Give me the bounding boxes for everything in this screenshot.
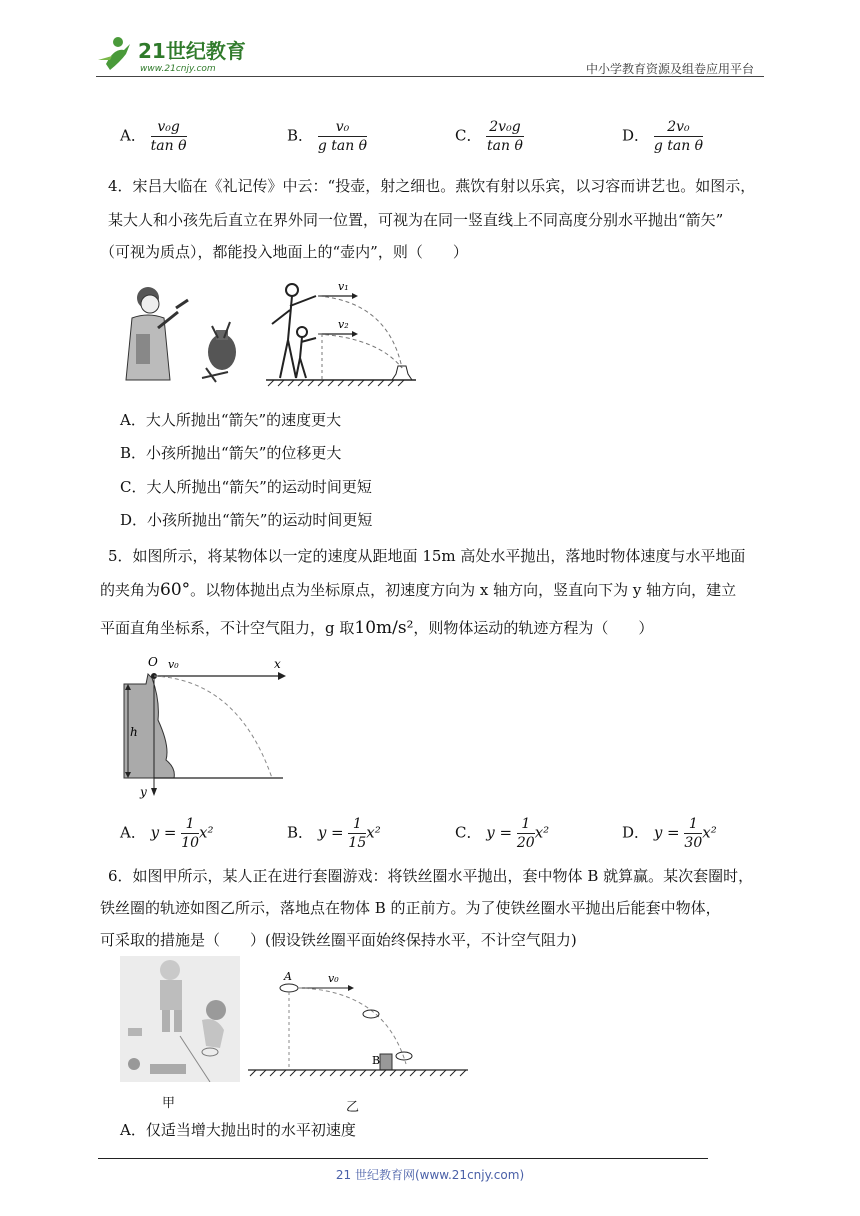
y-axis-label: y: [140, 785, 147, 799]
q4-option-d: D．小孩所抛出“箭矢”的运动时间更短: [120, 511, 373, 529]
footer-divider: [98, 1158, 708, 1159]
object-b-icon: [380, 1054, 392, 1070]
g-value: 10m/s²: [354, 618, 414, 638]
object-b-label: B: [372, 1054, 381, 1067]
header-platform-text: 中小学教育资源及组卷应用平台: [585, 62, 754, 76]
q5-line-1: 5．如图所示，将某物体以一定的速度从距地面 15m 高处水平抛出，落地时物体速度与水平地面: [108, 547, 746, 565]
q3-option-d: D． $\frac{\text{2v₀}}{\text{g tan θ}}$: [622, 119, 704, 154]
q5-line-2: 的夹角为60°。以物体抛出点为坐标原点，初速度方向为 x 轴方向，竖直向下为 y 轴方向，建立: [100, 580, 737, 600]
q6-line-2: 铁丝圈的轨迹如图乙所示，落地点在物体 B 的正前方。为了使铁丝圈水平抛出后能套中物体，: [100, 899, 721, 917]
q6-line-3: 可采取的措施是（ ）(假设铁丝圈平面始终保持水平，不计空气阻力): [100, 931, 577, 949]
q3-option-b: B． $\frac{\text{v₀}}{\text{g tan θ}}$: [287, 119, 368, 154]
q4-figure: [118, 282, 418, 392]
q4-line-2: 某大人和小孩先后直立在界外同一位置，可视为在同一竖直线上不同高度分别水平抛出“箭矢”: [108, 211, 724, 229]
woman-figure-icon: [126, 287, 188, 380]
q5-option-a: A． y = $\frac{1}{10}$ x²: [120, 816, 214, 851]
child-stick-figure-icon: [296, 327, 316, 378]
q6-line-1: 6．如图甲所示，某人正在进行套圈游戏：将铁丝圈水平抛出，套中物体 B 就算赢。某次套圈时，: [108, 867, 754, 885]
x-axis-label: x: [274, 657, 281, 671]
h-label: h: [130, 725, 138, 739]
v0-label: v₀: [168, 658, 179, 671]
q5-option-b: B． y = $\frac{1}{15}$ x²: [287, 816, 381, 851]
q3-option-a: A． $\frac{\text{v₀g}}{\text{tan θ}}$: [120, 119, 187, 154]
footer-link[interactable]: 21 世纪教育网(www.21cnjy.com): [335, 1168, 525, 1182]
logo: [96, 34, 266, 74]
q4-line-3: （可视为质点），都能投入地面上的“壶内”，则（ ）: [100, 243, 468, 261]
q4-option-c: C．大人所抛出“箭矢”的运动时间更短: [120, 478, 372, 496]
q6-trajectory-figure: [244, 966, 472, 1082]
adult-stick-figure-icon: [272, 284, 316, 378]
q3-option-c: C． $\frac{\text{2v₀g}}{\text{tan θ}}$: [455, 119, 523, 154]
angle-value: 60°: [160, 580, 191, 600]
v0-label-2: v₀: [328, 972, 339, 985]
q4-option-b: B．小孩所抛出“箭矢”的位移更大: [120, 444, 342, 462]
q5-line-3: 平面直角坐标系，不计空气阻力，g 取10m/s²，则物体运动的轨迹方程为（ ）: [100, 618, 654, 638]
pot-icon: [202, 322, 236, 382]
caption-yi: 乙: [346, 1100, 360, 1115]
q6-photo-figure: [120, 956, 240, 1082]
logo-url: www.21cnjy.com: [140, 64, 216, 74]
v2-label: v₂: [338, 318, 349, 331]
q5-figure: [118, 650, 293, 800]
q4-line-1: 4．宋吕大临在《礼记传》中云：“投壶，射之细也。燕饮有射以乐宾，以习容而讲艺也。如图示，: [108, 177, 756, 195]
target-pot-icon: [392, 366, 412, 380]
q4-option-a: A．大人所抛出“箭矢”的速度更大: [120, 411, 342, 429]
caption-jia: 甲: [162, 1096, 176, 1111]
q6-option-a: A．仅适当增大抛出时的水平初速度: [120, 1121, 356, 1139]
point-a-label: A: [284, 970, 292, 983]
header-divider: [96, 76, 764, 77]
logo-text: 21世纪教育: [138, 39, 246, 63]
q5-option-d: D． y = $\frac{1}{30}$ x²: [622, 816, 717, 851]
q5-option-c: C． y = $\frac{1}{20}$ x²: [455, 816, 550, 851]
v1-label: v₁: [338, 282, 349, 293]
origin-label: O: [148, 655, 158, 669]
